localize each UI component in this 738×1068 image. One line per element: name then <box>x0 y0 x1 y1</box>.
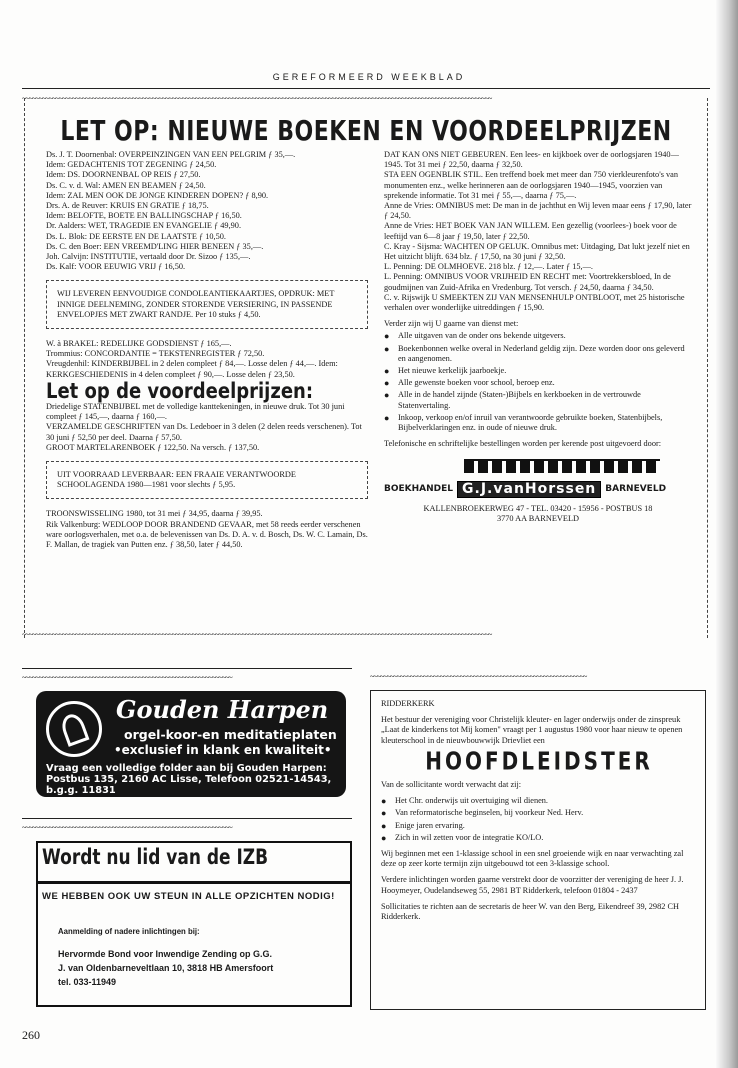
service-list <box>384 331 692 433</box>
bargain-subtitle: Let op de voordeelprijzen: <box>46 378 314 404</box>
rid-p2: Wij beginnen met een 1-klassige school in een snel groeiende wijk en naar verwachting zal deze op zeer korte termijn zijn uitgebouwd tot een 3-klassige school. <box>381 849 684 869</box>
rid-p3: Verdere inlichtingen worden gaarne verstrekt door de voorzitter der vereniging de heer J. J. Hooymeyer, Oudelandseweg 55, 2981 BT Ridderkerk, telefoon 01804 - 2437 <box>381 875 684 895</box>
izb-panel <box>36 841 352 1007</box>
gouden-harpen-ad <box>22 668 352 806</box>
bullet-icon: ● <box>384 378 390 389</box>
book-list-1 <box>46 150 368 272</box>
books-right-column <box>384 150 692 524</box>
bullet-icon: ● <box>381 820 387 831</box>
rid-intro: Het bestuur der vereniging voor Christelijk kleuter- en lager onderwijs onder de zinspreuk „Laat de kinderkens tot Mij komen" vraagt per 1 augustus 1980 voor haar nieuw te openen kleuterschool in de nieuwbouwwijk Drievliet een <box>381 715 683 745</box>
list-item: Vreugdenhil: KINDERBIJBEL in 2 delen compleet ƒ 84,—. Losse delen ƒ 44,—. Idem: KERKGESCHIEDENIS in 4 delen compleet ƒ 90,—. Losse delen ƒ 23,50. <box>46 359 338 379</box>
list-item <box>384 390 692 410</box>
list-item: GROOT MARTELARENBOEK ƒ 122,50. Na versch. ƒ 137,50. <box>46 442 260 452</box>
bullet-icon: ● <box>384 366 390 377</box>
list-item: Ds. J. T. Doornenbal: OVERPEINZINGEN VAN EEN PELGRIM ƒ 35,—. <box>46 150 296 159</box>
izb-rule <box>38 881 350 884</box>
book-list-3 <box>46 402 368 453</box>
list-item: Ds. Kalf: VOOR EEUWIG VRIJ ƒ 16,50. <box>46 262 186 272</box>
wavy-border-bottom: ~~~~~~~~~~~~~~~~~~~~~~~~~~~~~~~~~~~~~~~~~~~~~~~~~~~~~~~~~~~~~~~~~~~~~~~~~~~~~~~~~~~~~~~~~~~~~~~~~~~~~~~~~~~~~~~~~~~~~~~~~~~~~~~~~~~~~~~~~~~~~ <box>22 632 492 638</box>
izb-title: Wordt nu lid van de IZB <box>42 845 269 870</box>
list-item <box>381 808 697 818</box>
book-list-right <box>384 150 692 313</box>
izb-address <box>58 947 348 990</box>
rid-panel <box>370 690 706 1010</box>
shop-logo <box>384 481 692 497</box>
condolence-box: WIJ LEVEREN EENVOUDIGE CONDOLEANTIEKAARTJES, OPDRUK: MET INNIGE DEELNEMING, ZONDER STORENDE VERSIERING, IN PASSENDE ENVELOPJES MET ZWART RANDJE. Per 10 stuks ƒ 4,50. <box>46 280 368 329</box>
list-item <box>381 796 697 806</box>
header-rule <box>22 88 710 89</box>
izb-wavy: ~~~~~~~~~~~~~~~~~~~~~~~~~~~~~~~~~~~~~~~~~~~~~~~~~~~~~~~~~~~~~~~ <box>22 825 232 831</box>
wavy-border-top: ~~~~~~~~~~~~~~~~~~~~~~~~~~~~~~~~~~~~~~~~~~~~~~~~~~~~~~~~~~~~~~~~~~~~~~~~~~~~~~~~~~~~~~~~~~~~~~~~~~~~~~~~~~~~~~~~~~~~~~~~~~~~~~~~~~~~~~~~~~~~~ <box>22 96 492 102</box>
list-item <box>384 344 692 364</box>
list-item-text: Alle uitgaven van de onder ons bekende uitgevers. <box>398 331 566 341</box>
gh-line1: orgel-koor-en meditatieplaten <box>124 727 337 742</box>
list-item: Idem: GEDACHTENIS TOT ZEGENING ƒ 24,50. <box>46 160 217 170</box>
list-item: Idem: DS. DOORNENBAL OP REIS ƒ 27,50. <box>46 170 201 180</box>
list-item-text: Zich in wil zetten voor de integratie KO/LO. <box>395 832 544 842</box>
bullet-icon: ● <box>384 331 390 342</box>
rid-position: HOOFDLEIDSTER <box>425 745 653 776</box>
list-item <box>384 331 692 341</box>
page-number: 260 <box>22 1028 40 1042</box>
list-item: Trommius: CONCORDANTIE = TEKSTENREGISTER ƒ 72,50. <box>46 349 265 359</box>
shop-logo-left: BOEKHANDEL <box>384 484 454 495</box>
list-item <box>384 378 692 388</box>
ridderkerk-ad <box>366 668 708 1014</box>
list-item: Anne de Vries: HET BOEK VAN JAN WILLEM. Een gezellig (voorlees-) boek voor de leeftijd van 6—8 jaar ƒ 19,50, later ƒ 22,50. <box>384 221 677 241</box>
list-item: L. Penning: OMNIBUS VOOR VRIJHEID EN RECHT met: Voortrekkersbloed, In de goudmijnen van Zuid-Afrika en Vredenburg. Tot versch. ƒ 24,50, daarna ƒ 34,50. <box>384 272 671 292</box>
list-item: DAT KAN ONS NIET GEBEUREN. Een lees- en kijkboek over de oorlogsjaren 1940—1945. Tot 31 mei ƒ 22,50, daarna ƒ 32,50. <box>384 150 679 170</box>
gh-line2: •exclusief in klank en kwaliteit• <box>114 743 332 757</box>
list-item: Ds. C. v. d. Wal: AMEN EN BEAMEN ƒ 24,50. <box>46 180 206 190</box>
list-item-text: Enige jaren ervaring. <box>395 820 465 830</box>
list-item: W. à BRAKEL: REDELIJKE GODSDIENST ƒ 165,—. <box>46 339 232 349</box>
list-item <box>384 366 692 376</box>
list-item <box>381 821 697 831</box>
bullet-icon: ● <box>384 412 390 423</box>
shop-awning <box>464 459 660 473</box>
list-item: VERZAMELDE GESCHRIFTEN van Ds. Ledeboer in 3 delen (2 delen reeds verschenen). Tot 30 juni ƒ 52,50 per deel. Daarna ƒ 57,50. <box>46 422 362 442</box>
list-item: Joh. Calvijn: INSTITUTIE, vertaald door Dr. Sizoo ƒ 135,—. <box>46 252 251 262</box>
list-item-text: Alle in de handel zijnde (Staten-)Bijbels en kerkboeken in de vertrouwde Statenvertaling. <box>398 390 641 410</box>
rid-place: RIDDERKERK <box>381 699 435 708</box>
harp-logo-icon <box>46 701 102 757</box>
agenda-box: UIT VOORRAAD LEVERBAAR: EEN FRAAIE VERANTWOORDE SCHOOLAGENDA 1980—1981 voor slechts ƒ 5,95. <box>46 461 368 499</box>
list-item: Idem: ZAL MEN OOK DE JONGE KINDEREN DOPEN? ƒ 8,90. <box>46 190 269 200</box>
list-item <box>381 833 697 843</box>
izb-address-1: Hervormde Bond voor Inwendige Zending op G.G. <box>58 949 273 959</box>
books-left-column <box>46 150 368 550</box>
book-list-2 <box>46 339 368 380</box>
books-ad-title: LET OP: NIEUWE BOEKEN EN VOORDEELPRIJZEN <box>60 116 672 148</box>
izb-small: Aanmelding of nadere inlichtingen bij: <box>58 927 200 936</box>
list-item: L. Penning: DE OLMHOEVE. 218 blz. ƒ 12,—. Later ƒ 15,—. <box>384 262 594 272</box>
list-item: Anne de Vries: OMNIBUS met: De man in de jachthut en Wij leven maar eens ƒ 17,90, later ƒ 24,50. <box>384 201 692 221</box>
izb-line: WE HEBBEN OOK UW STEUN IN ALLE OPZICHTEN NODIG! <box>42 891 335 902</box>
rid-p4: Sollicitaties te richten aan de secretaris de heer W. van den Berg, Eikendreef 39, 2982 CH Ridderkerk. <box>381 901 679 922</box>
gh-panel <box>36 691 346 797</box>
list-item: Rik Valkenburg: WEDLOOP DOOR BRANDEND GEVAAR, met 58 reeds eerder verschenen ware oorlogsverhalen, met o.a. de belevenissen van Ds. D. A. v. d. Bosch, Ds. W. C. Lamain, Ds. F. Mallan, de tragiek van Putten enz. ƒ 38,50, later ƒ 44,50. <box>46 519 368 550</box>
izb-address-2: J. van Oldenbarneveltlaan 10, 3818 HB Amersfoort <box>58 963 274 974</box>
list-item: C. v. Rijswijk U SMEEKTEN ZIJ VAN MENSENHULP ONTBLOOT, met 25 historische verhalen over wonderlijke uitreddingen ƒ 15,90. <box>384 292 685 313</box>
izb-ad <box>22 818 352 1014</box>
list-item-text: Het nieuwe kerkelijk jaarboekje. <box>398 366 507 376</box>
gh-title: Gouden Harpen <box>116 695 329 724</box>
shop-address: KALLENBROEKERWEG 47 - TEL. 03420 - 15956 - POSTBUS 18 <box>423 503 653 513</box>
list-item: STA EEN OGENBLIK STIL. Een treffend boek met meer dan 750 vierkleurenfoto's van monumenten enz., welke herinneren aan de oorlogsjaren 1940—1945, voorzien van sprekende informatie. Tot 31 mei ƒ 55,—, daarna ƒ 75,—. <box>384 170 678 200</box>
rid-requirements <box>381 796 697 843</box>
bullet-icon: ● <box>384 390 390 401</box>
list-item <box>384 413 692 433</box>
bullet-icon: ● <box>381 796 387 807</box>
list-item-text: Inkoop, verkoop en/of inruil van verantwoorde gebruikte boeken, Statenbijbels, Bijbelverklaringen enz. in oude of nieuwe druk. <box>398 412 663 433</box>
shop-logo-name: G.J.vanHorssen <box>457 481 601 497</box>
list-item: TROONSWISSELING 1980, tot 31 mei ƒ 34,95, daarna ƒ 39,95. <box>46 509 263 519</box>
book-list-4 <box>46 509 368 550</box>
list-item: Ds. C. den Boer: EEN VREEMD'LING HIER BENEEN ƒ 35,—. <box>46 241 264 251</box>
list-item: Drs. A. de Reuver: KRUIS EN GRATIE ƒ 18,75. <box>46 201 209 211</box>
list-item-text: Alle gewenste boeken voor school, beroep enz. <box>398 378 555 388</box>
izb-address-3: tel. 033-11949 <box>58 977 117 988</box>
service-intro: Verder zijn wij U gaarne van dienst met: <box>384 319 519 329</box>
running-header: GEREFORMEERD WEEKBLAD <box>272 72 466 82</box>
list-item: Driedelige STATENBIJBEL met de volledige kanttekeningen, in nieuwe druk. Tot 30 juni compleet ƒ 145,—, daarna ƒ 160,—. <box>46 402 345 422</box>
shop-address-2: 3770 AA BARNEVELD <box>496 513 580 523</box>
binding-edge <box>716 0 738 1068</box>
list-item-text: Van reformatorische beginselen, bij voorkeur Ned. Herv. <box>395 808 584 818</box>
list-item: Idem: BELOFTE, BOETE EN BALLINGSCHAP ƒ 16,50. <box>46 211 242 221</box>
list-item: Dr. Aalders: WET, TRAGEDIE EN EVANGELIE ƒ 49,90. <box>46 221 242 231</box>
shop-logo-right: BARNEVELD <box>605 484 667 495</box>
rid-wavy: ~~~~~~~~~~~~~~~~~~~~~~~~~~~~~~~~~~~~~~~~~~~~~~~~~~~~~~~~~~~~~~~~~ <box>370 674 587 680</box>
gh-cta: Vraag een volledige folder aan bij Gouden Harpen: Postbus 135, 2160 AC Lisse, Telefoon 02521-14543, b.g.g. 11831 <box>46 763 332 796</box>
order-note: Telefonische en schriftelijke bestellingen worden per kerende post uitgevoerd door: <box>384 439 662 449</box>
list-item: Ds. L. Blok: DE EERSTE EN DE LAATSTE ƒ 10,50. <box>46 231 226 241</box>
list-item-text: Het Chr. onderwijs uit overtuiging wil dienen. <box>395 796 549 806</box>
bullet-icon: ● <box>381 808 387 819</box>
list-item-text: Boekenbonnen welke overal in Nederland geldig zijn. Deze worden door ons geleverd en aangenomen. <box>398 343 685 363</box>
list-item: C. Kray - Sijsma: WACHTEN OP GELUK. Omnibus met: Uitdaging, Dat lukt jezelf niet en Het uitzicht blijft. 634 blz. ƒ 17,50, na 30 juni ƒ 32,50. <box>384 241 690 262</box>
bullet-icon: ● <box>381 832 387 843</box>
rid-expect: Van de sollicitante wordt verwacht dat zij: <box>381 780 522 790</box>
bullet-icon: ● <box>384 343 390 354</box>
gh-wavy: ~~~~~~~~~~~~~~~~~~~~~~~~~~~~~~~~~~~~~~~~~~~~~~~~~~~~~~~~~~~~~~~ <box>22 675 232 681</box>
